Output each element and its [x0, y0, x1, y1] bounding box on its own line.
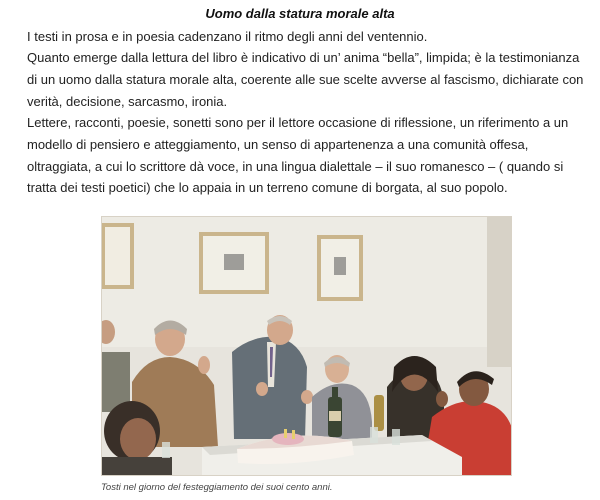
- paragraph-3: Lettere, racconti, poesie, sonetti sono per il lettore occasione di riflessione, un riferimento a un modello di pensiero e atteggiamento, un senso di appartenenza a una comunità offesa, oltraggiata, a cui lo scrittore dà voce, in una lingua dialettale – il suo romanesco – ( quando si tratta dei testi poetici) che lo appaia in un terreno comune di borgata, al suo popolo.: [27, 115, 569, 196]
- paragraph-1: I testi in prosa e in poesia cadenzano il ritmo degli anni del ventennio.: [27, 29, 428, 44]
- photo-tint: [102, 217, 512, 476]
- celebration-photo: [101, 216, 512, 476]
- photo-caption: Tosti nel giorno del festeggiamento dei suoi cento anni.: [101, 482, 333, 493]
- paragraph-2: Quanto emerge dalla lettura del libro è indicativo di un’ anima “bella”, limpida; è la testimonianza di un uomo dalla statura morale alta, coerente alle sue scelte avverse al fascismo, dichiarate con verità, decisione, sarcasmo, ironia.: [27, 50, 584, 109]
- photo-illustration: [102, 217, 512, 476]
- article-title: Uomo dalla statura morale alta: [205, 6, 395, 21]
